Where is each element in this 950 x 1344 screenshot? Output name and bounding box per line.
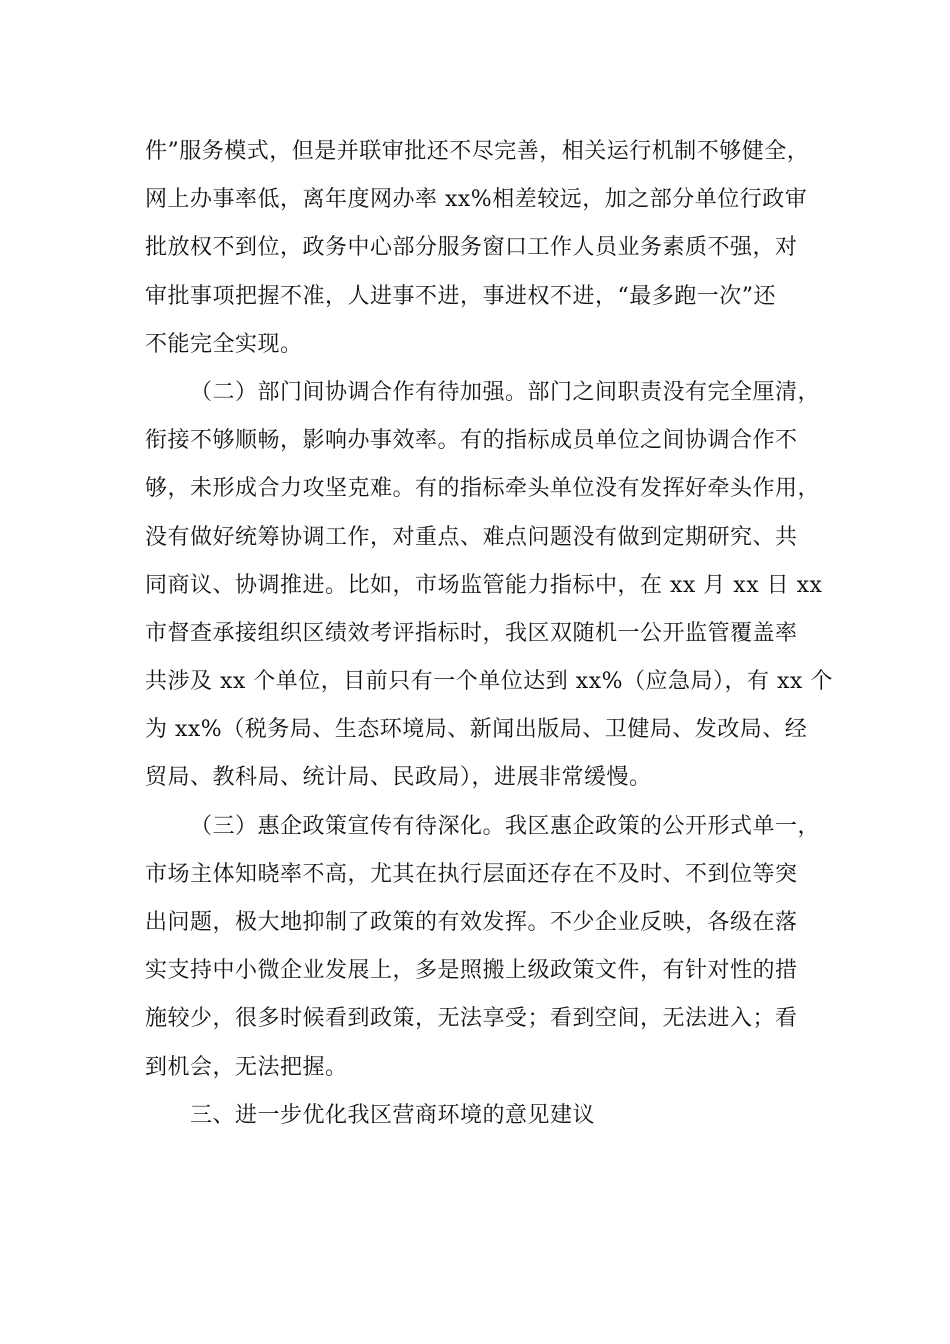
text-line: 同商议、协调推进。比如，市场监管能力指标中，在 xx 月 xx 日 xx <box>145 572 823 598</box>
paragraph-continued <box>145 128 810 369</box>
text-line: 出问题，极大地抑制了政策的有效发挥。不少企业反映，各级在落 <box>145 910 798 935</box>
text-line: 件”服务模式，但是并联审批还不尽完善，相关运行机制不够健全， <box>145 139 810 164</box>
paragraph-section-three <box>145 803 821 1092</box>
section-heading-three <box>145 1092 805 1140</box>
text-line: 批放权不到位，政务中心部分服务窗口工作人员业务素质不强，对 <box>145 235 798 261</box>
paragraph-section-two <box>145 369 833 803</box>
text-line: 共涉及 xx 个单位，目前只有一个单位达到 xx%（应急局），有 xx 个 <box>145 669 833 695</box>
text-line: 不能完全实现。 <box>145 331 303 357</box>
text-line: 施较少，很多时候看到政策，无法享受；看到空间，无法进入；看 <box>145 1006 798 1032</box>
text-line: 没有做好统筹协调工作，对重点、难点问题没有做到定期研究、共 <box>145 524 798 550</box>
text-line: 贸局、教科局、统计局、民政局），进展非常缓慢。 <box>145 765 652 791</box>
text-line: 够，未形成合力攻坚克难。有的指标牵头单位没有发挥好牵头作用， <box>145 476 821 502</box>
text-line: 实支持中小微企业发展上，多是照搬上级政策文件，有针对性的措 <box>145 958 798 984</box>
text-line: （二）部门间协调合作有待加强。部门之间职责没有完全厘清， <box>190 379 821 405</box>
text-line: 衔接不够顺畅，影响办事效率。有的指标成员单位之间协调合作不 <box>145 428 798 454</box>
text-line: 为 xx%（税务局、生态环境局、新闻出版局、卫健局、发改局、经 <box>145 717 808 743</box>
text-line: 到机会，无法把握。 <box>145 1054 348 1080</box>
text-line: 市场主体知晓率不高，尤其在执行层面还存在不及时、不到位等突 <box>145 861 798 887</box>
text-line: 网上办事率低，离年度网办率 xx%相差较远，加之部分单位行政审 <box>145 187 808 213</box>
text-line: 审批事项把握不准，人进事不进，事进权不进，“最多跑一次”还 <box>145 283 776 309</box>
text-line: 市督查承接组织区绩效考评指标时，我区双随机一公开监管覆盖率 <box>145 620 798 646</box>
heading-line: 三、进一步优化我区营商环境的意见建议 <box>190 1102 596 1128</box>
document-body <box>145 128 833 1140</box>
text-line: （三）惠企政策宣传有待深化。我区惠企政策的公开形式单一， <box>190 813 821 839</box>
